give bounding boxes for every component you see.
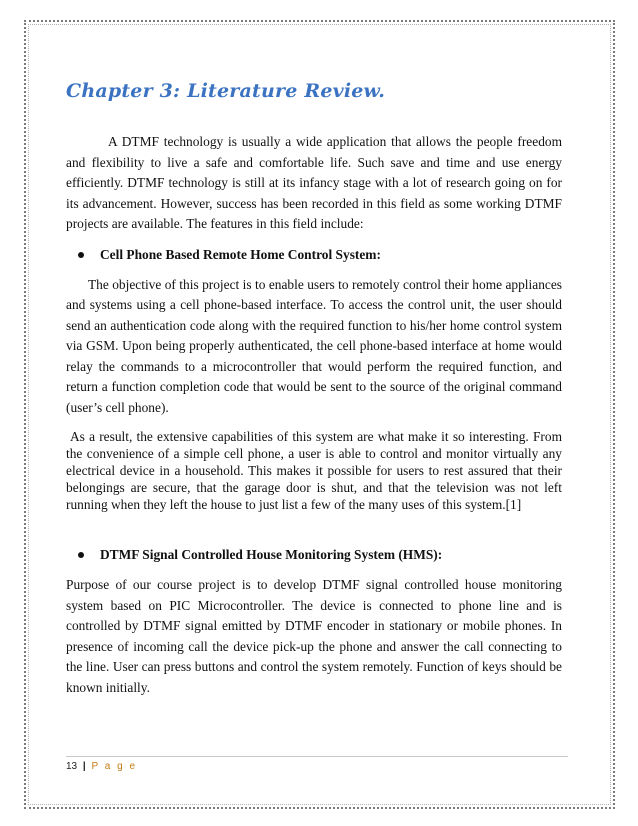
chapter-title: Chapter 3: Literature Review. xyxy=(66,80,386,102)
section-heading-list-2 xyxy=(66,545,562,565)
document-content xyxy=(66,80,562,698)
page-label: P a g e xyxy=(91,761,138,772)
section-heading: Cell Phone Based Remote Home Control System: xyxy=(74,245,562,265)
section-heading: DTMF Signal Controlled House Monitoring System (HMS): xyxy=(74,545,562,565)
section-paragraph: The objective of this project is to enable users to remotely control their home appliances and systems using a cell phone-based interface. To access the control unit, the user should send an authentication code along with the required function to his/her home control system via GSM. Upon being properly authenticated, the cell phone-based interface at home would relay the commands to a microcontroller that would perform the required function, and return a function completion code that would be sent to the source of the original command (user’s cell phone). xyxy=(66,276,562,415)
page-footer xyxy=(66,756,568,772)
footer-separator: | xyxy=(82,761,86,772)
intro-paragraph: A DTMF technology is usually a wide application that allows the people freedom and flexibility to live a safe and comfortable life. Such save and time and use energy efficiently. DTMF technology is still at its infancy stage with a lot of research going on for its advancement. However, success has been recorded in this field as some working DTMF projects are available. The features in this field include: xyxy=(66,134,562,231)
page-number: 13 xyxy=(66,761,78,772)
section-paragraph: Purpose of our course project is to develop DTMF signal controlled house monitoring system based on PIC Microcontroller. The device is connected to phone line and is controlled by DTMF signal emitted by DTMF encoder in stationary or mobile phones. In presence of incoming call the device pick-up the phone and answer the call connecting to the line. User can press buttons and control the system remotely. Function of keys should be known initially. xyxy=(66,577,562,695)
section-heading-list-1 xyxy=(66,245,562,265)
bullet-icon xyxy=(78,552,84,558)
bullet-icon xyxy=(78,252,84,258)
section-paragraph: As a result, the extensive capabilities of this system are what make it so interesting. From the convenience of a simple cell phone, a user is able to control and monitor virtually any electrical device in a household. This makes it possible for users to rest assured that their belongings are secure, that the garage door is shut, and that the television was not left running when they left the house to just list a few of the many uses of this system.[1] xyxy=(66,429,562,512)
